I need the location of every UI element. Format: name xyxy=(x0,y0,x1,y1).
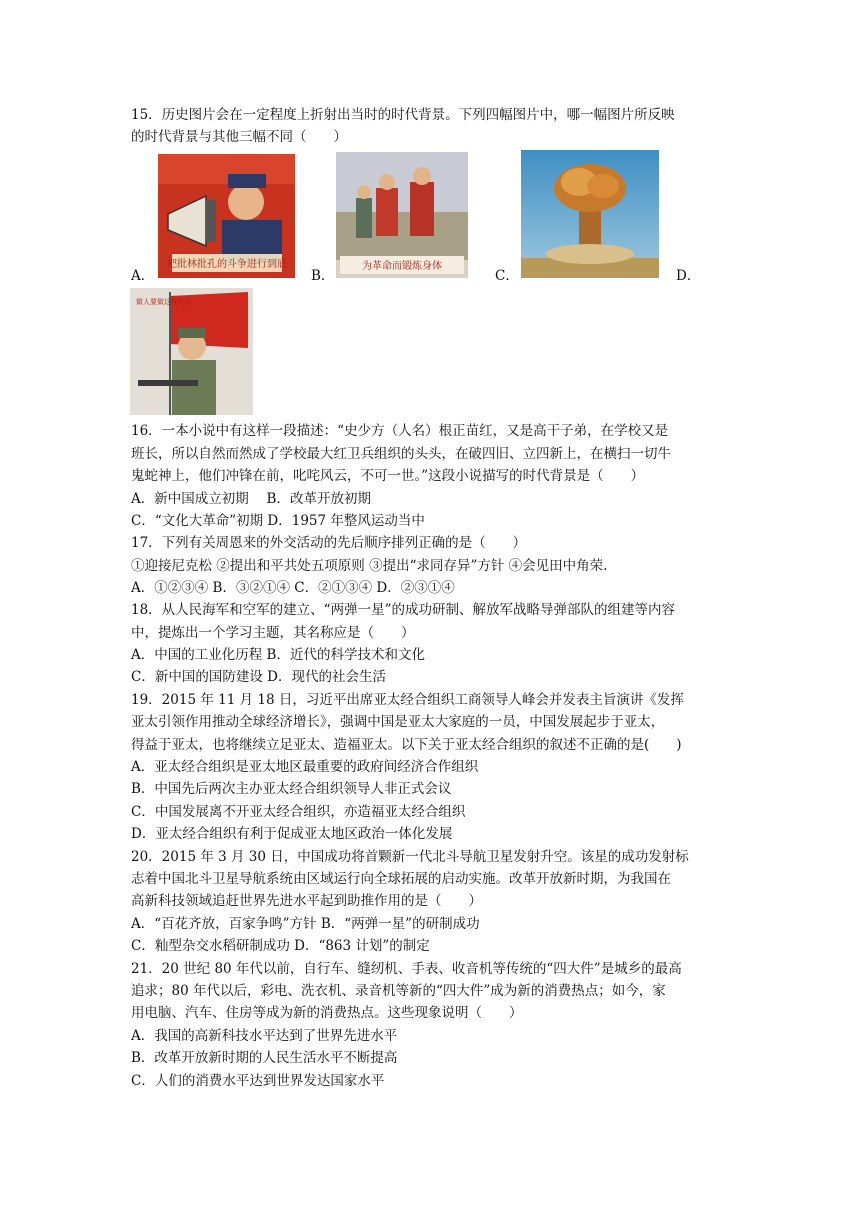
q21-option-c: C．人们的消费水平达到世界发达国家水平 xyxy=(131,1073,385,1089)
q18-stem-line1: 18．从人民海军和空军的建立、“两弹一星”的成功研制、解放军战略导弹部队的组建等内容 xyxy=(131,602,675,618)
q16-options-line1: A．新中国成立初期 B．改革开放初期 xyxy=(131,491,371,507)
poster-b-caption: 为革命而锻炼身体 xyxy=(362,261,442,272)
q16-stem-line2: 班长，所以自然而然成了学校最大红卫兵组织的头头，在破四旧、立四新上，在横扫一切牛 xyxy=(131,446,671,462)
poster-a-caption: 把批林批孔的斗争进行到底 xyxy=(167,259,287,270)
q18-options-line1: A．中国的工业化历程 B．近代的科学技术和文化 xyxy=(131,647,425,663)
q15-stem-line2: 的时代背景与其他三幅不同（ ） xyxy=(131,129,347,145)
q16-stem-line1: 16．一本小说中有这样一段描述：“史少方（人名）根正苗红，又是高干子弟，在学校又是 xyxy=(131,423,669,439)
q15-label-d: D． xyxy=(676,268,701,284)
propaganda-poster-red-flag-image xyxy=(130,288,253,415)
q20-stem-line1: 20．2015 年 3 月 30 日，中国成功将首颗新一代北斗导航卫星发射升空。该星的成功发射标 xyxy=(131,849,689,865)
q20-stem-line3: 高新科技领域追赶世界先进水平起到助推作用的是（ ） xyxy=(131,893,482,909)
q21-option-a: A．我国的高新科技水平达到了世界先进水平 xyxy=(131,1028,398,1044)
q16-options-line2: C．“文化大革命”初期 D．1957 年整风运动当中 xyxy=(131,513,425,529)
q19-stem-line1: 19．2015 年 11 月 18 日，习近平出席亚太经合组织工商领导人峰会并发表主旨演讲《发挥 xyxy=(131,692,684,708)
q21-stem-line2: 追求；80 年代以后，彩电、洗衣机、录音机等新的“四大件”成为新的消费热点；如今，家 xyxy=(131,983,666,999)
q17-stem-line1: 17．下列有关周恩来的外交活动的先后顺序排列正确的是（ ） xyxy=(131,535,527,551)
q16-stem-line3: 鬼蛇神上，他们冲锋在前，叱咤风云，不可一世。”这段小说描写的时代背景是（ ） xyxy=(131,468,645,484)
q20-options-line1: A．“百花齐放，百家争鸣”方针 B．“两弹一星”的研制成功 xyxy=(131,916,480,932)
poster-d-caption: 做人要做这样的人 xyxy=(136,298,192,306)
q19-option-b: B．中国先后两次主办亚太经合组织领导人非正式会议 xyxy=(131,781,452,797)
q15-stem-line1: 15．历史图片会在一定程度上折射出当时的时代背景。下列四幅图片中，哪一幅图片所反映 xyxy=(131,107,675,123)
q17-options: A．①②③④ B．③②①④ C．②①③④ D．②③①④ xyxy=(131,580,455,596)
propaganda-poster-youth-training-image xyxy=(336,152,468,278)
q21-stem-line3: 用电脑、汽车、住房等成为新的消费热点。这些现象说明（ ） xyxy=(131,1005,523,1021)
q21-option-b: B．改革开放新时期的人民生活水平不断提高 xyxy=(131,1050,398,1066)
q15-label-b: B． xyxy=(311,268,335,284)
q19-option-a: A．亚太经合组织是亚太地区最重要的政府间经济合作组织 xyxy=(131,759,479,775)
q19-option-d: D．亚太经合组织有利于促成亚太地区政治一体化发展 xyxy=(131,826,453,842)
q15-label-c: C． xyxy=(495,268,519,284)
q19-option-c: C．中国发展离不开亚太经合组织，亦造福亚太经合组织 xyxy=(131,804,466,820)
propaganda-poster-megaphone-image xyxy=(158,154,295,278)
q20-stem-line2: 志着中国北斗卫星导航系统由区域运行向全球拓展的启动实施。改革开放新时期，为我国在 xyxy=(131,871,671,887)
q21-stem-line1: 21．20 世纪 80 年代以前，自行车、缝纫机、手表、收音机等传统的“四大件”是城乡的最高 xyxy=(131,961,682,977)
q18-stem-line2: 中，提炼出一个学习主题，其名称应是（ ） xyxy=(131,625,415,641)
q19-stem-line2: 亚太引领作用推动全球经济增长》，强调中国是亚太大家庭的一员，中国发展起步于亚太， xyxy=(131,714,665,730)
mushroom-cloud-photo-image xyxy=(521,150,659,278)
q18-options-line2: C．新中国的国防建设 D．现代的社会生活 xyxy=(131,669,386,685)
q20-options-line2: C．籼型杂交水稻研制成功 D．“863 计划”的制定 xyxy=(131,938,430,954)
q19-stem-line3: 得益于亚太，也将继续立足亚太、造福亚太。以下关于亚太经合组织的叙述不正确的是( ) xyxy=(131,737,682,753)
q15-label-a: A． xyxy=(131,268,155,284)
q17-stem-line2: ①迎接尼克松 ②提出和平共处五项原则 ③提出“求同存异”方针 ④会见田中角荣. xyxy=(131,558,608,574)
